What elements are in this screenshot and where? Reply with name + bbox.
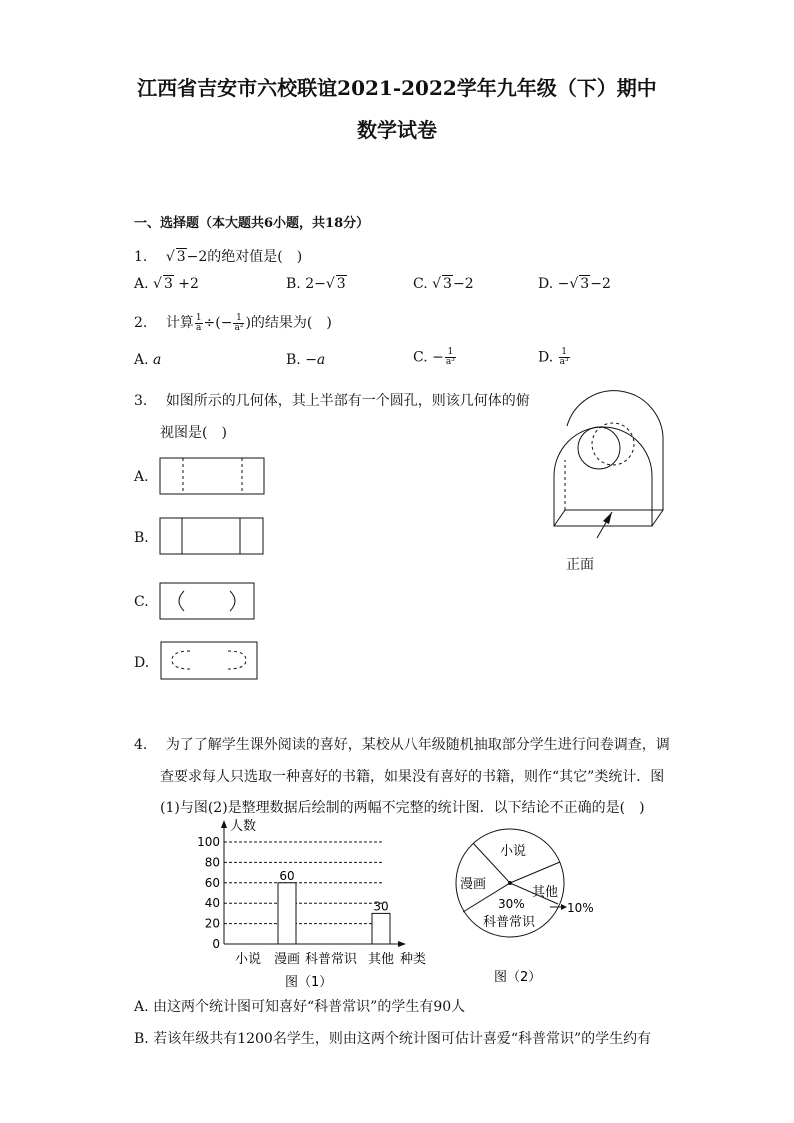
bar-chart-ytick: 0 (212, 937, 220, 951)
pie-callout-other-pct: 10% (567, 901, 594, 915)
bar-chart (190, 814, 440, 994)
pie-label-comics: 漫画 (460, 877, 487, 892)
bar-chart-ytick: 60 (204, 875, 220, 890)
exam-title-line2: 数学试卷 (357, 118, 437, 142)
bar-chart-ytick: 80 (204, 855, 220, 870)
fraction: $\frac{1}{a}$ (195, 312, 202, 333)
question-stem: 如图所示的几何体，其上半部有一个圆孔，则该几何体的俯 (165, 393, 530, 409)
q1-option-a[interactable] (134, 276, 199, 292)
question-4 (134, 734, 670, 754)
bar-3 (372, 913, 390, 944)
option-text: a (153, 352, 162, 368)
bar-value-label: 30 (373, 899, 389, 914)
radicand: 3 (176, 249, 186, 265)
pie-label-novel: 小说 (500, 844, 527, 859)
option-a-figure[interactable] (160, 458, 264, 494)
option-text: −2 (452, 276, 474, 292)
q2-option-c[interactable] (413, 348, 457, 367)
front-label: 正面 (566, 557, 594, 573)
sqrt-symbol: √ (165, 249, 175, 265)
q3-option-b-label[interactable]: B. (134, 530, 149, 546)
option-b-figure[interactable] (160, 518, 263, 554)
q3-option-d-label[interactable]: D. (134, 655, 150, 671)
pie-slice-boundary (510, 862, 560, 883)
bar-chart-xtick: 科普常识 (304, 952, 358, 967)
question-3-line2: 视图是( ) (160, 425, 227, 441)
fraction: $\frac{1}{\text{a³}}$ (445, 347, 455, 367)
bar-chart-xlabel: 种类 (400, 952, 427, 967)
option-d-figure[interactable] (161, 642, 257, 679)
option-label: A. (134, 276, 149, 292)
question-number: 2. (134, 315, 148, 331)
question-4-line3: (1)与图(2)是整理数据后绘制的两幅不完整的统计图．以下结论不正确的是( ) (160, 800, 645, 816)
fraction: $\frac{1}{\text{a²}}$ (234, 312, 244, 333)
q3-option-figures (150, 450, 280, 690)
option-c-figure[interactable] (160, 583, 254, 619)
pie-chart (450, 826, 610, 986)
q2-option-b[interactable] (286, 352, 325, 368)
option-text: − (432, 349, 444, 366)
question-stem: −2的绝对值是( ) (186, 249, 303, 265)
question-stem: 为了了解学生课外阅读的喜好，某校从八年级随机抽取部分学生进行问卷调查，调 (165, 737, 670, 753)
question-3 (134, 390, 530, 410)
section-heading: 一、选择题（本大题共6小题，共18分） (134, 216, 370, 231)
q1-option-c[interactable] (413, 276, 474, 292)
option-label: D. (538, 349, 554, 366)
bar-chart-xtick: 小说 (234, 952, 262, 967)
bar-1 (278, 883, 296, 944)
exam-title-line1: 江西省吉安市六校联谊2021-2022学年九年级（下）期中 (137, 76, 657, 100)
option-text: 2−√ (305, 276, 335, 292)
q1-option-b[interactable] (286, 276, 347, 292)
option-label: D. (538, 276, 554, 292)
q3-option-c-label[interactable]: C. (134, 594, 149, 610)
bar-chart-ylabel: 人数 (230, 819, 257, 834)
q4-option-a[interactable]: A. 由这两个统计图可知喜好“科普常识”的学生有90人 (134, 999, 466, 1015)
option-label: B. (286, 352, 301, 368)
question-1 (134, 246, 302, 266)
option-label: C. (413, 349, 428, 366)
option-text: +2 (173, 276, 199, 292)
option-label: C. (413, 276, 428, 292)
pie-label-science-pct: 30% (498, 897, 525, 911)
question-4-line2: 查要求每人只选取一种喜好的书籍，如果没有喜好的书籍，则作“其它”类统计．图 (160, 769, 665, 785)
bar-value-label: 60 (279, 868, 295, 883)
radicand: 3 (580, 276, 590, 292)
q3-option-a-label[interactable]: A. (134, 469, 149, 485)
q4-option-b[interactable]: B. 若该年级共有1200名学生，则由这两个统计图可估计喜爱“科普常识”的学生约有 (134, 1031, 652, 1047)
question-number: 3. (134, 393, 148, 409)
q2-option-d[interactable] (538, 348, 571, 367)
fraction: $\frac{1}{\text{a³}}$ (559, 347, 569, 367)
q2-option-a[interactable] (134, 352, 161, 368)
question-2 (134, 312, 332, 333)
bar-chart-xtick: 漫画 (273, 952, 301, 967)
q1-option-d[interactable] (538, 276, 611, 292)
radicand: 3 (336, 276, 346, 292)
question-number: 1. (134, 249, 148, 265)
option-label: B. (286, 276, 301, 292)
pie-label-other: 其他 (532, 885, 559, 900)
option-text: √ (153, 276, 162, 292)
option-text: −2 (590, 276, 611, 292)
bar-chart-xtick: 其他 (367, 952, 395, 967)
option-text: −√ (557, 276, 579, 292)
q3-solid-figure (540, 380, 670, 580)
radicand: 3 (443, 276, 452, 292)
option-label: A. (134, 352, 149, 368)
question-stem: )的结果为( ) (245, 315, 332, 331)
question-number: 4. (134, 737, 148, 753)
pie-label-science: 科普常识 (483, 915, 536, 930)
question-stem: ÷(− (203, 315, 233, 331)
radicand: 3 (163, 276, 173, 292)
bar-chart-caption: 图（1） (285, 975, 333, 990)
bar-chart-ytick: 40 (204, 896, 220, 911)
question-stem: 计算 (165, 315, 194, 331)
pie-chart-caption: 图（2） (494, 970, 542, 985)
option-text: √ (432, 276, 442, 292)
option-text: −a (305, 352, 326, 368)
pie-center (508, 881, 512, 885)
bar-chart-ytick: 20 (204, 916, 220, 931)
bar-chart-ytick: 100 (197, 835, 220, 849)
